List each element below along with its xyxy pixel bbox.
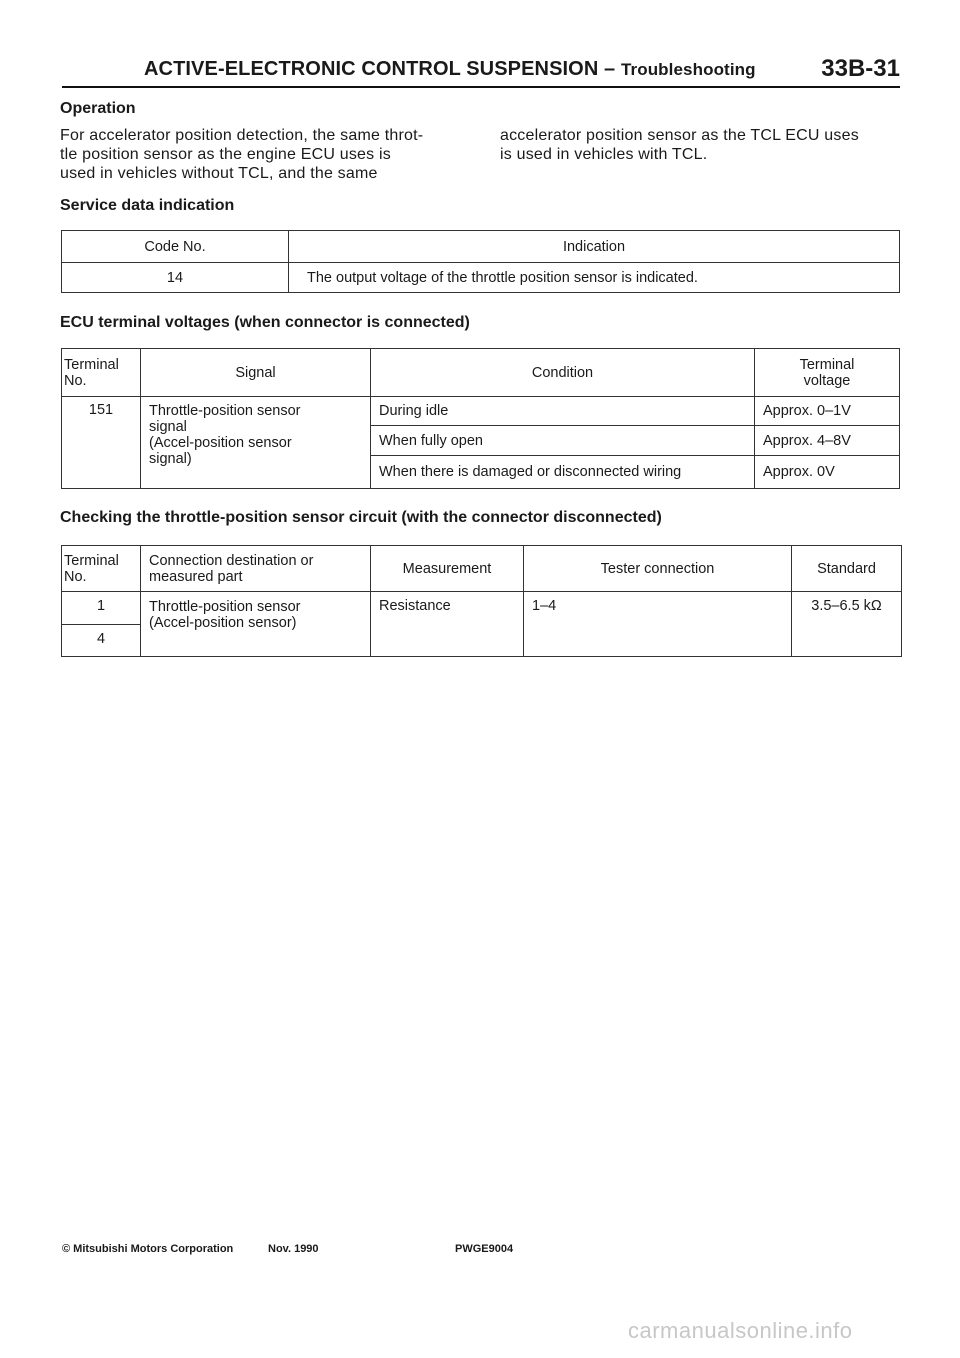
col-header-tester: Tester connection bbox=[524, 546, 792, 592]
cell-signal bbox=[141, 397, 371, 489]
signal-line: signal bbox=[149, 419, 187, 435]
operation-left-line: used in vehicles without TCL, and the same bbox=[60, 165, 378, 182]
col-header-terminal bbox=[62, 546, 141, 592]
cell-voltage: Approx. 0–1V bbox=[755, 397, 900, 426]
ecu-voltages-heading: ECU terminal voltages (when connector is connected) bbox=[60, 314, 470, 331]
cell-terminal: 4 bbox=[62, 625, 141, 657]
operation-left-line: For accelerator position detection, the same throt- bbox=[60, 127, 424, 144]
footer-copyright: © Mitsubishi Motors Corporation bbox=[62, 1243, 234, 1255]
header-line: No. bbox=[64, 372, 87, 389]
table-row bbox=[62, 263, 900, 293]
table-header-row bbox=[62, 349, 900, 397]
signal-line: Throttle-position sensor bbox=[149, 403, 301, 419]
header-subtitle: Troubleshooting bbox=[620, 60, 756, 79]
header-line: measured part bbox=[149, 568, 243, 585]
header-line: voltage bbox=[803, 372, 851, 389]
operation-text-left bbox=[60, 126, 423, 183]
col-header-terminal bbox=[62, 349, 141, 397]
service-data-heading: Service data indication bbox=[60, 197, 235, 214]
header-title-main: ACTIVE-ELECTRONIC CONTROL SUSPENSION bbox=[144, 58, 599, 80]
col-header-code: Code No. bbox=[62, 231, 289, 263]
table-row bbox=[62, 592, 902, 625]
header-rule bbox=[62, 86, 900, 88]
header-separator: – bbox=[604, 58, 616, 80]
service-data-table bbox=[61, 230, 900, 293]
footer-date: Nov. 1990 bbox=[268, 1243, 319, 1255]
col-header-signal: Signal bbox=[141, 349, 371, 397]
cell-condition: When there is damaged or disconnected wiring bbox=[371, 456, 755, 489]
cell-measurement: Resistance bbox=[371, 592, 524, 657]
header-line: No. bbox=[64, 568, 87, 585]
header-line: Connection destination or bbox=[149, 552, 314, 569]
signal-line: signal) bbox=[149, 451, 192, 467]
cell-condition: During idle bbox=[371, 397, 755, 426]
col-header-condition: Condition bbox=[371, 349, 755, 397]
cell-destination bbox=[141, 592, 371, 657]
ecu-voltage-table bbox=[61, 348, 900, 489]
cell-terminal: 151 bbox=[62, 397, 141, 489]
cell-standard: 3.5–6.5 kΩ bbox=[792, 592, 902, 657]
col-header-standard: Standard bbox=[792, 546, 902, 592]
operation-text-right bbox=[500, 126, 859, 164]
table-header-row bbox=[62, 231, 900, 263]
destination-line: Throttle-position sensor bbox=[149, 599, 301, 615]
header-line: Terminal bbox=[64, 552, 119, 569]
signal-line: (Accel-position sensor bbox=[149, 435, 292, 451]
circuit-check-heading: Checking the throttle-position sensor circuit (with the connector disconnected) bbox=[60, 509, 662, 526]
col-header-voltage bbox=[755, 349, 900, 397]
cell-voltage: Approx. 4–8V bbox=[755, 426, 900, 456]
footer-code: PWGE9004 bbox=[455, 1243, 514, 1255]
table-row bbox=[62, 397, 900, 426]
col-header-measurement: Measurement bbox=[371, 546, 524, 592]
circuit-check-table bbox=[61, 545, 902, 657]
header-title bbox=[144, 58, 756, 81]
page-number: 33B-31 bbox=[821, 55, 900, 82]
header-line: Terminal bbox=[64, 356, 119, 373]
cell-indication: The output voltage of the throttle position sensor is indicated. bbox=[289, 263, 900, 293]
operation-heading: Operation bbox=[60, 100, 136, 117]
operation-left-line: tle position sensor as the engine ECU uses is bbox=[60, 146, 391, 163]
page-header bbox=[62, 55, 900, 88]
table-header-row bbox=[62, 546, 902, 592]
operation-right-line: is used in vehicles with TCL. bbox=[500, 146, 708, 163]
cell-terminal: 1 bbox=[62, 592, 141, 625]
destination-line: (Accel-position sensor) bbox=[149, 615, 297, 631]
header-line: Terminal bbox=[799, 356, 855, 373]
site-watermark: carmanualsonline.info bbox=[628, 1318, 853, 1343]
cell-code: 14 bbox=[62, 263, 289, 293]
cell-tester: 1–4 bbox=[524, 592, 792, 657]
col-header-indication: Indication bbox=[289, 231, 900, 263]
col-header-destination bbox=[141, 546, 371, 592]
cell-condition: When fully open bbox=[371, 426, 755, 456]
cell-voltage: Approx. 0V bbox=[755, 456, 900, 489]
operation-right-line: accelerator position sensor as the TCL ECU uses bbox=[500, 127, 859, 144]
